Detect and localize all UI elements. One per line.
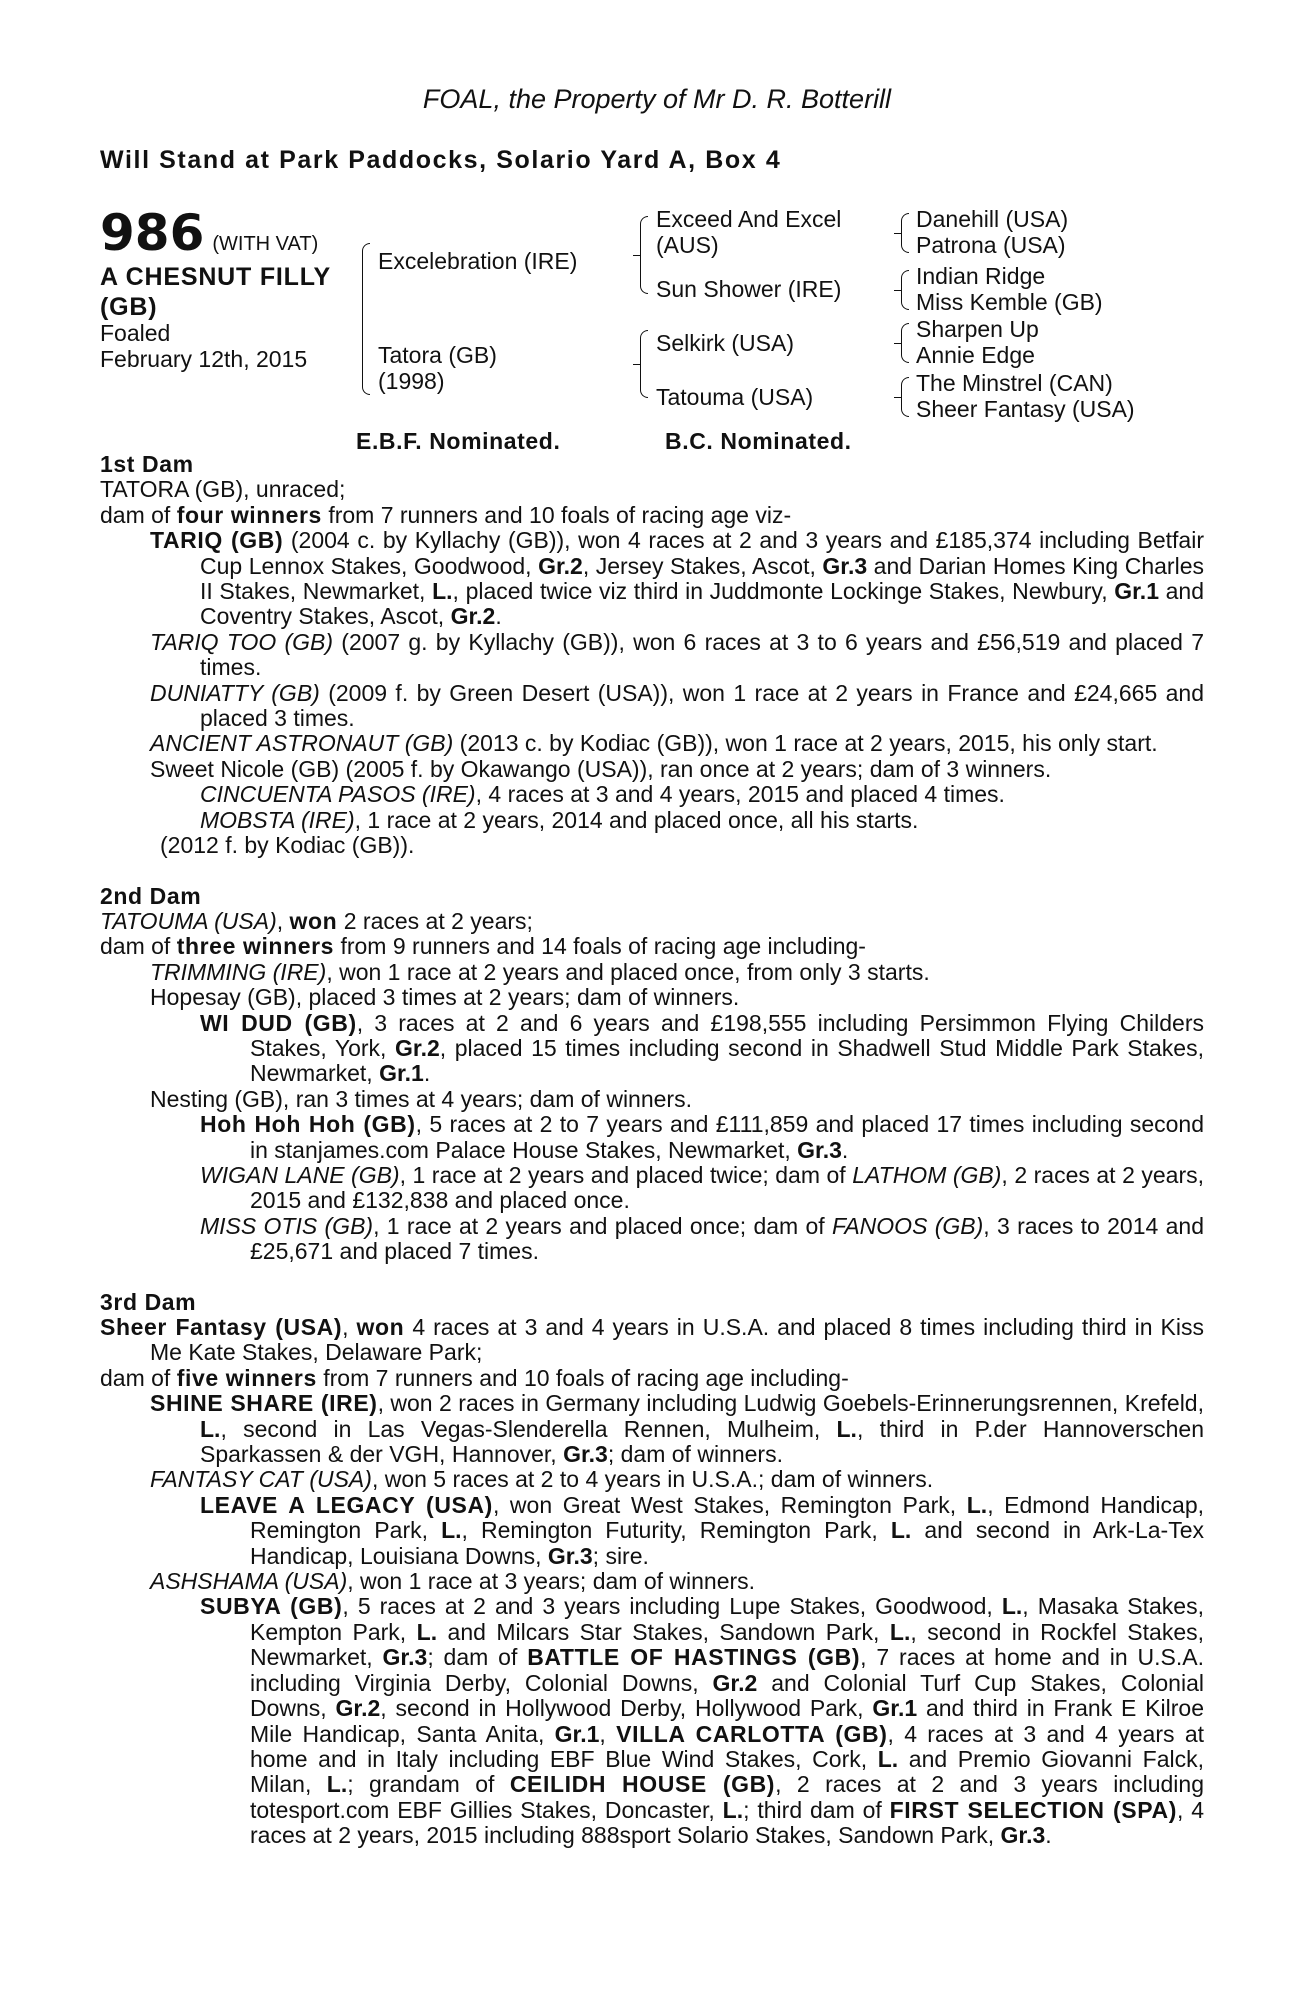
grandprogeny-leave-a-legacy: LEAVE A LEGACY (USA), won Great West Stakes, Remington Park, L., Edmond Handicap, Remington Park, L., Remington Futurity, Remington Park, L. and second in Ark-La-Tex Handicap, Louisiana Downs, Gr.3; sire.: [200, 1491, 1204, 1569]
ped-g3: Indian Ridge: [916, 263, 1046, 289]
lot-number: 986: [100, 204, 205, 262]
progeny-shine-share: SHINE SHARE (IRE), won 2 races in Germany including Ludwig Goebels-Erinnerungsrennen, Krefeld, L., second in Las Vegas-Slenderella Rennen, Mulheim, L., third in P.der Hannoverschen Sparkassen & der VGH, Hannover, Gr.3; dam of winners.: [150, 1390, 1204, 1468]
ped-g7: The Minstrel (CAN): [916, 370, 1113, 396]
horse-name-line1: A CHESNUT FILLY: [100, 263, 331, 291]
progeny-sweet-nicole: Sweet Nicole (GB) (2005 f. by Okawango (USA)), ran once at 2 years; dam of 3 winners.: [150, 755, 1052, 782]
ped-g4: Miss Kemble (GB): [916, 289, 1103, 315]
brace-g1: [901, 213, 909, 253]
progeny-ashshama: ASHSHAMA (USA), won 1 race at 3 years; dam of winners.: [150, 1568, 756, 1595]
grandprogeny-cincuenta: CINCUENTA PASOS (IRE), 4 races at 3 and 4 years, 2015 and placed 4 times.: [200, 781, 1005, 808]
bc-nominated: B.C. Nominated.: [665, 428, 852, 454]
brace-g3: [901, 323, 909, 363]
ped-dam-dam: Tatouma (USA): [656, 384, 814, 410]
ped-g5: Sharpen Up: [916, 316, 1039, 342]
grandprogeny-wi-dud: WI DUD (GB), 3 races at 2 and 6 years and £198,555 including Persimmon Flying Childers Stakes, York, Gr.2, placed 15 times including second in Shadwell Stud Middle Park Stakes, Newmarket, Gr.1.: [200, 1009, 1204, 1087]
first-dam-summary: dam of four winners from 7 runners and 10 foals of racing age viz-: [100, 501, 792, 528]
progeny-nesting: Nesting (GB), ran 3 times at 4 years; dam of winners.: [150, 1085, 692, 1112]
owner-line: FOAL, the Property of Mr D. R. Botterill: [422, 84, 892, 114]
ped-g1: Danehill (USA): [916, 206, 1069, 232]
first-dam-title: 1st Dam: [100, 451, 194, 477]
foaled-info: [100, 320, 307, 372]
second-dam-summary: dam of three winners from 9 runners and 14 foals of racing age including-: [100, 933, 866, 960]
ped-g2: Patrona (USA): [916, 232, 1066, 258]
lot-heading: [100, 204, 319, 262]
progeny-fantasy-cat: FANTASY CAT (USA), won 5 races at 2 to 4 years in U.S.A.; dam of winners.: [150, 1466, 934, 1493]
first-dam-line: TATORA (GB), unraced;: [100, 476, 346, 503]
brace-sire: [640, 216, 648, 294]
progeny-hopesay: Hopesay (GB), placed 3 times at 2 years; dam of winners.: [150, 984, 740, 1011]
ped-sire-sire: [656, 206, 841, 258]
horse-description: [100, 262, 331, 322]
third-dam-line: Sheer Fantasy (USA), won 4 races at 3 and 4 years in U.S.A. and placed 8 times including third in Kiss Me Kate Stakes, Delaware Park;: [100, 1314, 1204, 1366]
grandprogeny-mobsta: MOBSTA (IRE), 1 race at 2 years, 2014 and placed once, all his starts.: [200, 806, 919, 833]
grandprogeny-hoh: Hoh Hoh Hoh (GB), 5 races at 2 to 7 years and £111,859 and placed 17 times including second in stanjames.com Palace House Stakes, Newmarket, Gr.3.: [200, 1111, 1205, 1163]
third-dam-title: 3rd Dam: [100, 1288, 197, 1315]
progeny-duniatty: DUNIATTY (GB) (2009 f. by Green Desert (USA)), won 1 race at 2 years in France and £24,665 and placed 3 times.: [150, 679, 1204, 732]
foaled-date: February 12th, 2015: [100, 346, 308, 372]
brace-g4: [901, 377, 909, 417]
stand-line: Will Stand at Park Paddocks, Solario Yard A, Box 4: [100, 146, 782, 174]
grandprogeny-wigan: WIGAN LANE (GB), 1 race at 2 years and placed twice; dam of LATHOM (GB), 2 races at 2 years, 2015 and £132,838 and placed once.: [200, 1161, 1205, 1214]
progeny-tariq: TARIQ (GB) (2004 c. by Kyllachy (GB)), won 4 races at 2 and 3 years and £185,374 including Betfair Cup Lennox Stakes, Goodwood, Gr.2, Jersey Stakes, Ascot, Gr.3 and Darian Homes King Charles II Stakes, Newmarket, L., placed twice viz third in Juddmonte Lockinge Stakes, Newbury, Gr.1 and Coventry Stakes, Ascot, Gr.2.: [150, 527, 1205, 630]
progeny-2012: (2012 f. by Kodiac (GB)).: [160, 832, 415, 859]
ped-ss-name: Exceed And Excel: [656, 206, 842, 232]
second-dam-title: 2nd Dam: [100, 882, 202, 909]
ped-ss-country: (AUS): [656, 232, 719, 258]
vat-note: (WITH VAT): [212, 233, 319, 255]
grandprogeny-subya: SUBYA (GB), 5 races at 2 and 3 years including Lupe Stakes, Goodwood, L., Masaka Stakes, Kempton Park, L. and Milcars Star Stakes, Sandown Park, L., second in Rockfel Stakes, Newmarket, Gr.3; dam of BATTLE OF HASTINGS (GB), 7 races at home and in U.S.A. including Virginia Derby, Colonial Downs, Gr.2 and Colonial Turf Cup Stakes, Colonial Downs, Gr.2, second in Hollywood Derby, Hollywood Park, Gr.1 and third in Frank E Kilroe Mile Handicap, Santa Anita, Gr.1, VILLA CARLOTTA (GB), 4 races at 3 and 4 years at home and in Italy including EBF Blue Wind Stakes, Cork, L. and Premio Giovanni Falck, Milan, L.; grandam of CEILIDH HOUSE (GB), 2 races at 2 and 3 years including totesport.com EBF Gillies Stakes, Doncaster, L.; third dam of FIRST SELECTION (SPA), 4 races at 2 years, 2015 including 888sport Solario Stakes, Sandown Park, Gr.3.: [200, 1593, 1205, 1849]
second-dam-line: TATOUMA (USA), won 2 races at 2 years;: [100, 907, 533, 934]
ped-g8: Sheer Fantasy (USA): [916, 396, 1135, 422]
brace-main: [362, 243, 370, 395]
ped-dam-year: (1998): [378, 368, 445, 394]
progeny-trimming: TRIMMING (IRE), won 1 race at 2 years and placed once, from only 3 starts.: [150, 958, 930, 985]
catalogue-body: [100, 452, 1204, 1849]
foaled-label: Foaled: [100, 320, 171, 346]
ped-g6: Annie Edge: [916, 342, 1035, 368]
ped-dam: [378, 342, 497, 394]
brace-dam: [640, 330, 648, 398]
third-dam-summary: dam of five winners from 7 runners and 10 foals of racing age including-: [100, 1364, 849, 1391]
horse-name-line2: (GB): [100, 293, 158, 321]
grandprogeny-miss-otis: MISS OTIS (GB), 1 race at 2 years and placed once; dam of FANOOS (GB), 3 races to 2014 and £25,671 and placed 7 times.: [200, 1212, 1204, 1265]
brace-g2: [901, 270, 909, 310]
ped-sire-dam: Sun Shower (IRE): [656, 276, 842, 302]
ped-dam-name: Tatora (GB): [378, 342, 497, 368]
ebf-nominated: E.B.F. Nominated.: [356, 428, 561, 454]
progeny-ancient-astronaut: ANCIENT ASTRONAUT (GB) (2013 c. by Kodiac (GB)), won 1 race at 2 years, 2015, his only start.: [150, 730, 1158, 757]
progeny-tariq-too: TARIQ TOO (GB) (2007 g. by Kyllachy (GB)), won 6 races at 3 to 6 years and £56,519 and placed 7 times.: [150, 628, 1204, 681]
ped-dam-sire: Selkirk (USA): [656, 330, 795, 356]
ped-sire: Excelebration (IRE): [378, 248, 578, 274]
